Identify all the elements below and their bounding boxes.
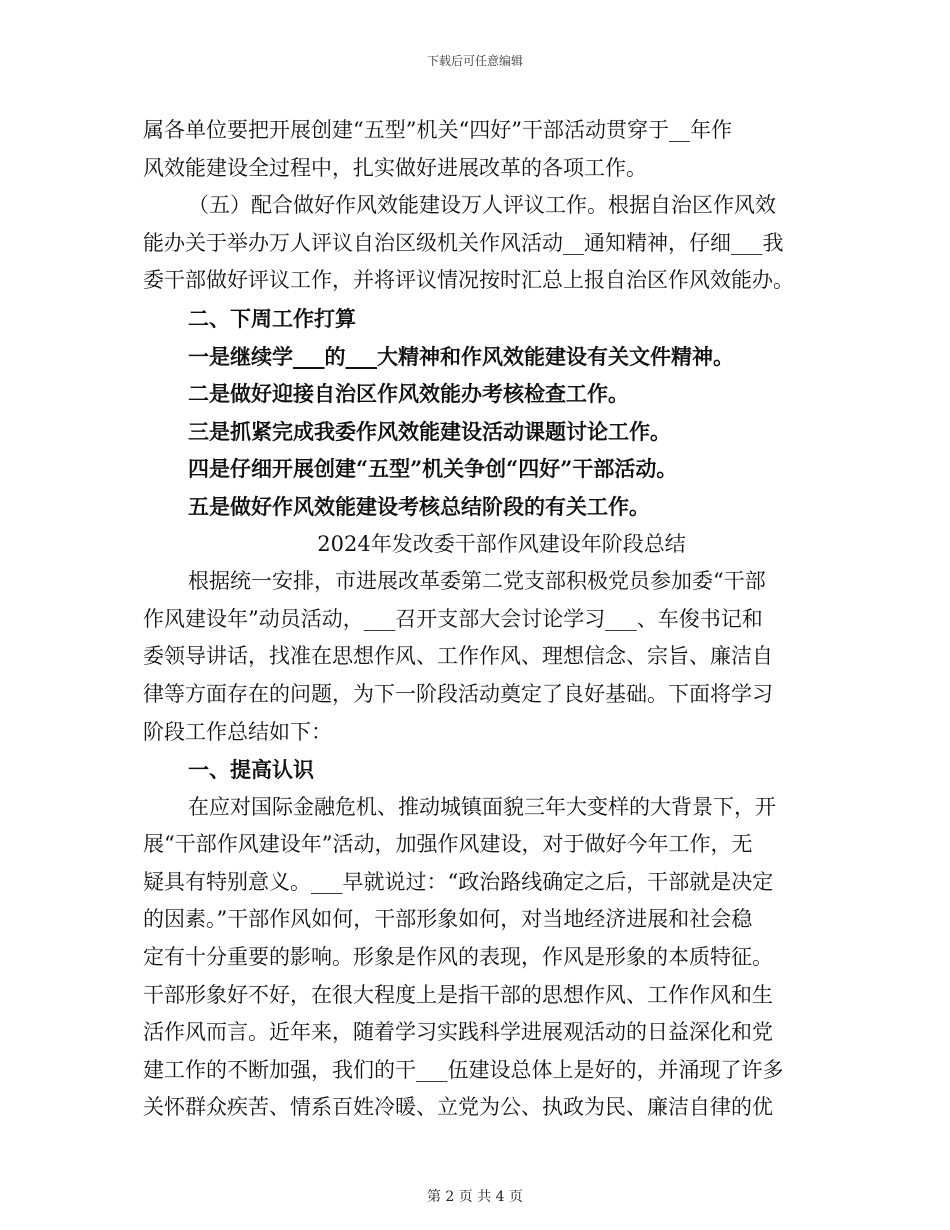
body-line: 能办关于举办万人评议自治区级机关作风活动__通知精神，仔细___我 — [143, 230, 784, 255]
body-line: 关怀群众疾苦、情系百姓冷暖、立党为公、执政为民、廉洁自律的优 — [143, 1095, 773, 1120]
header-note: 下载后可任意编辑 — [426, 54, 523, 68]
body-line: 的因素。”干部作风如何，干部形象如何，对当地经济进展和社会稳 — [143, 907, 753, 932]
body-line: 委领导讲话，找准在思想作风、工作作风、理想信念、宗旨、廉洁自 — [143, 644, 773, 669]
body-line: 展“干部作风建设年”活动，加强作风建设，对于做好今年工作，无 — [143, 832, 753, 857]
page-number-footer: 第 2 页 共 4 页 — [426, 1189, 524, 1205]
section-heading: 一、提高认识 — [188, 757, 314, 783]
body-line: 定有十分重要的影响。形象是作风的表现，作风是形象的本质特征。 — [143, 945, 773, 970]
body-line: 委干部做好评议工作，并将评议情况按时汇总上报自治区作风效能办。 — [143, 268, 794, 293]
plan-item: 五是做好作风效能建设考核总结阶段的有关工作。 — [188, 493, 650, 519]
paragraph-first-line: （五）配合做好作风效能建设万人评议工作。根据自治区作风效 — [188, 193, 776, 218]
paragraph-first-line: 在应对国际金融危机、推动城镇面貌三年大变样的大背景下，开 — [188, 794, 776, 819]
paragraph-first-line: 根据统一安排，市进展改革委第二党支部积极党员参加委“干部 — [188, 569, 766, 594]
document-title: 2024年发改委干部作风建设年阶段总结 — [317, 531, 686, 556]
section-heading: 二、下周工作打算 — [188, 305, 356, 331]
body-line: 干部形象好不好，在很大程度上是指干部的思想作风、工作作风和生 — [143, 982, 773, 1007]
body-line: 活作风而言。近年来，随着学习实践科学进展观活动的日益深化和党 — [143, 1020, 773, 1045]
body-line: 阶段工作总结如下： — [143, 719, 332, 744]
plan-item: 二是做好迎接自治区作风效能办考核检查工作。 — [188, 381, 629, 407]
plan-item: 三是抓紧完成我委作风效能建设活动课题讨论工作。 — [188, 418, 671, 444]
body-line: 属各单位要把开展创建“五型”机关“四好”干部活动贯穿于__年作 — [143, 118, 732, 142]
body-line: 风效能建设全过程中，扎实做好进展改革的各项工作。 — [143, 155, 647, 180]
body-line: 作风建设年”动员活动，___召开支部大会讨论学习___、车俊书记和 — [143, 606, 763, 631]
document-body — [143, 112, 808, 1127]
body-line: 疑具有特别意义。___早就说过：“政治路线确定之后，干部就是决定 — [143, 869, 774, 894]
body-line: 律等方面存在的问题，为下一阶段活动奠定了良好基础。下面将学习 — [143, 681, 773, 706]
body-line: 建工作的不断加强，我们的干___伍建设总体上是好的，并涌现了许多 — [143, 1057, 784, 1082]
plan-item: 四是仔细开展创建“五型”机关争创“四好”干部活动。 — [188, 456, 678, 482]
plan-item: 一是继续学___的___大精神和作风效能建设有关文件精神。 — [188, 343, 734, 369]
